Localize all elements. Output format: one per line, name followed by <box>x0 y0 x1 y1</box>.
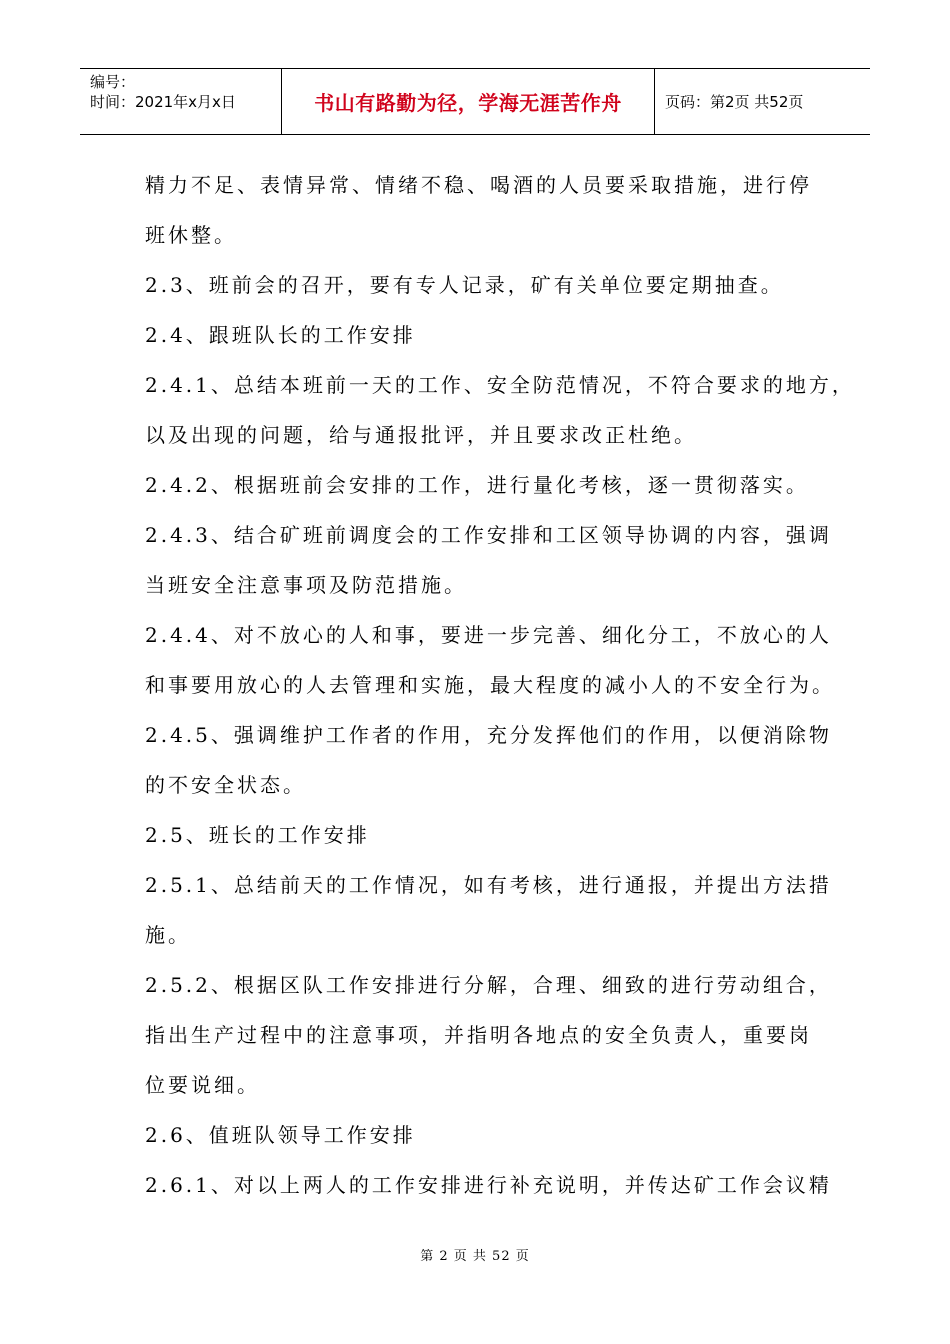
header-meta <box>80 69 282 134</box>
body-text-line: 的不安全状态。 <box>145 773 306 797</box>
body-text-line: 和事要用放心的人去管理和实施，最大程度的减小人的不安全行为。 <box>145 673 835 697</box>
body-text-line: 2.5.2、根据区队工作安排进行分解，合理、细致的进行劳动组合， <box>145 973 832 997</box>
document-number-label: 编号： <box>90 73 136 91</box>
body-text-line: 精力不足、表情异常、情绪不稳、喝酒的人员要采取措施，进行停 <box>145 173 812 197</box>
body-text-line: 2.4、跟班队长的工作安排 <box>145 323 416 347</box>
document-body <box>145 160 855 1210</box>
body-text-line: 位要说细。 <box>145 1073 260 1097</box>
body-text-line: 2.4.3、结合矿班前调度会的工作安排和工区领导协调的内容，强调 <box>145 523 832 547</box>
body-text-line: 2.6.1、对以上两人的工作安排进行补充说明，并传达矿工作会议精 <box>145 1173 832 1197</box>
page-footer: 第 2 页 共 52 页 <box>420 1249 530 1264</box>
body-text-line: 施。 <box>145 923 191 947</box>
body-text-line: 2.4.5、强调维护工作者的作用，充分发挥他们的作用，以便消除物 <box>145 723 832 747</box>
body-text-line: 当班安全注意事项及防范措施。 <box>145 573 467 597</box>
document-header <box>80 68 870 135</box>
body-text-line: 2.4.2、根据班前会安排的工作，进行量化考核，逐一贯彻落实。 <box>145 473 809 497</box>
body-text-line: 班休整。 <box>145 223 237 247</box>
body-text-line: 2.6、值班队领导工作安排 <box>145 1123 416 1147</box>
body-text-line: 2.4.1、总结本班前一天的工作、安全防范情况，不符合要求的地方， <box>145 373 855 397</box>
header-motto-cell <box>282 69 655 134</box>
body-text-line: 指出生产过程中的注意事项，并指明各地点的安全负责人，重要岗 <box>145 1023 812 1047</box>
body-text-line: 2.3、班前会的召开，要有专人记录，矿有关单位要定期抽查。 <box>145 273 784 297</box>
body-text-line: 2.5.1、总结前天的工作情况，如有考核，进行通报，并提出方法措 <box>145 873 832 897</box>
body-text-line: 以及出现的问题，给与通报批评，并且要求改正杜绝。 <box>145 423 697 447</box>
header-page-info-cell <box>655 69 870 134</box>
body-text-line: 2.4.4、对不放心的人和事，要进一步完善、细化分工，不放心的人 <box>145 623 832 647</box>
document-date: 时间：2021年x月x日 <box>90 93 236 111</box>
header-motto: 书山有路勤为径，学海无涯苦作舟 <box>314 91 622 115</box>
header-page-info: 页码：第2页 共52页 <box>665 93 804 111</box>
body-text-line: 2.5、班长的工作安排 <box>145 823 370 847</box>
